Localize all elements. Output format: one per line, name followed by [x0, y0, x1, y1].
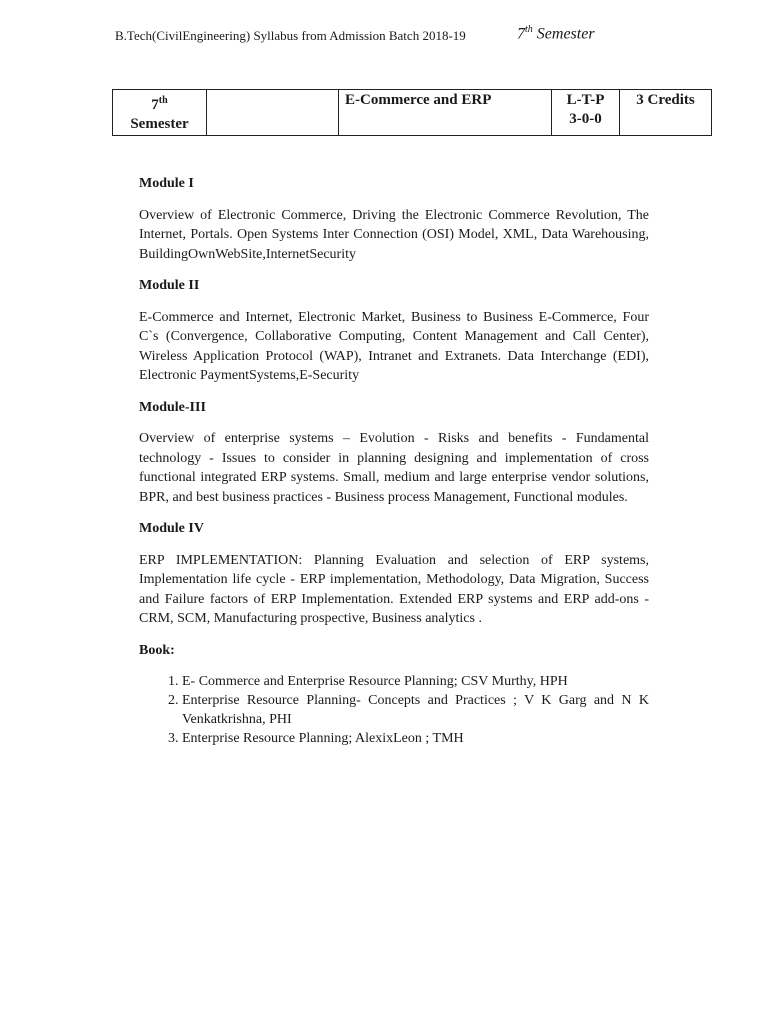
semester-number: 7: [151, 97, 159, 113]
header-semester-number: 7: [517, 25, 525, 43]
semester-word: Semester: [130, 116, 189, 132]
module-text: Overview of enterprise systems – Evolution - Risks and benefits - Fundamental technology - Issues to consider in planning designing and implementation of cross functional integrated ERP systems. Small, medium and large enterprise vendor solutions, BPR, and best business practices - Business process Management, Functional modules.: [139, 431, 649, 505]
semester-cell: [113, 90, 207, 136]
module-text: Overview of Electronic Commerce, Driving the Electronic Commerce Revolution, The Internet, Portals. Open Systems Inter Connection (OSI) Model, XML, Data Warehousing, BuildingOwnWebSite,InternetSecurity: [139, 207, 649, 262]
course-info-row: [113, 90, 712, 136]
semester-suffix: th: [158, 95, 168, 106]
books-title: Book:: [139, 642, 175, 658]
book-item: 3. Enterprise Resource Planning; AlexixLeon ; TMH: [182, 729, 649, 748]
header-semester-word: Semester: [536, 25, 595, 43]
ltp-label: L-T-P: [566, 92, 605, 108]
header-semester: [517, 24, 595, 43]
syllabus-content: [139, 174, 649, 748]
course-info-table: [112, 89, 712, 136]
module-text: ERP IMPLEMENTATION: Planning Evaluation and selection of ERP systems, Implementation life cycle - ERP implementation, Methodology, Data Migration, Success and Failure factors of ERP Implementation. Extended ERP systems and ERP add-ons - CRM, SCM, Manufacturing prospective, Business analytics .: [139, 552, 649, 626]
course-title: E-Commerce and ERP: [339, 90, 552, 136]
header-semester-suffix: th: [525, 24, 533, 35]
books-list: [139, 672, 649, 748]
module-title: Module-III: [139, 399, 206, 415]
module-title: Module I: [139, 176, 194, 191]
module-text: E-Commerce and Internet, Electronic Market, Business to Business E-Commerce, Four C`s (Convergence, Collaborative Computing, Content Management and Call Center), Wireless Application Protocol (WAP), Intranet and Extranets. Data Interchange (EDI), Electronic PaymentSystems,E-Security: [139, 309, 649, 383]
book-item: 2. Enterprise Resource Planning- Concepts and Practices ; V K Garg and N K Venkatkrishna, PHI: [182, 691, 649, 729]
ltp-value: 3-0-0: [569, 111, 602, 127]
credits-cell: 3 Credits: [620, 90, 712, 136]
module-title: Module II: [139, 278, 200, 293]
header-syllabus-text: B.Tech(CivilEngineering) Syllabus from Admission Batch 2018-19: [115, 28, 466, 43]
module-title: Module IV: [139, 521, 204, 536]
ltp-cell: [552, 90, 620, 136]
blank-cell: [207, 90, 339, 136]
book-item: 1. E- Commerce and Enterprise Resource Planning; CSV Murthy, HPH: [182, 672, 649, 691]
